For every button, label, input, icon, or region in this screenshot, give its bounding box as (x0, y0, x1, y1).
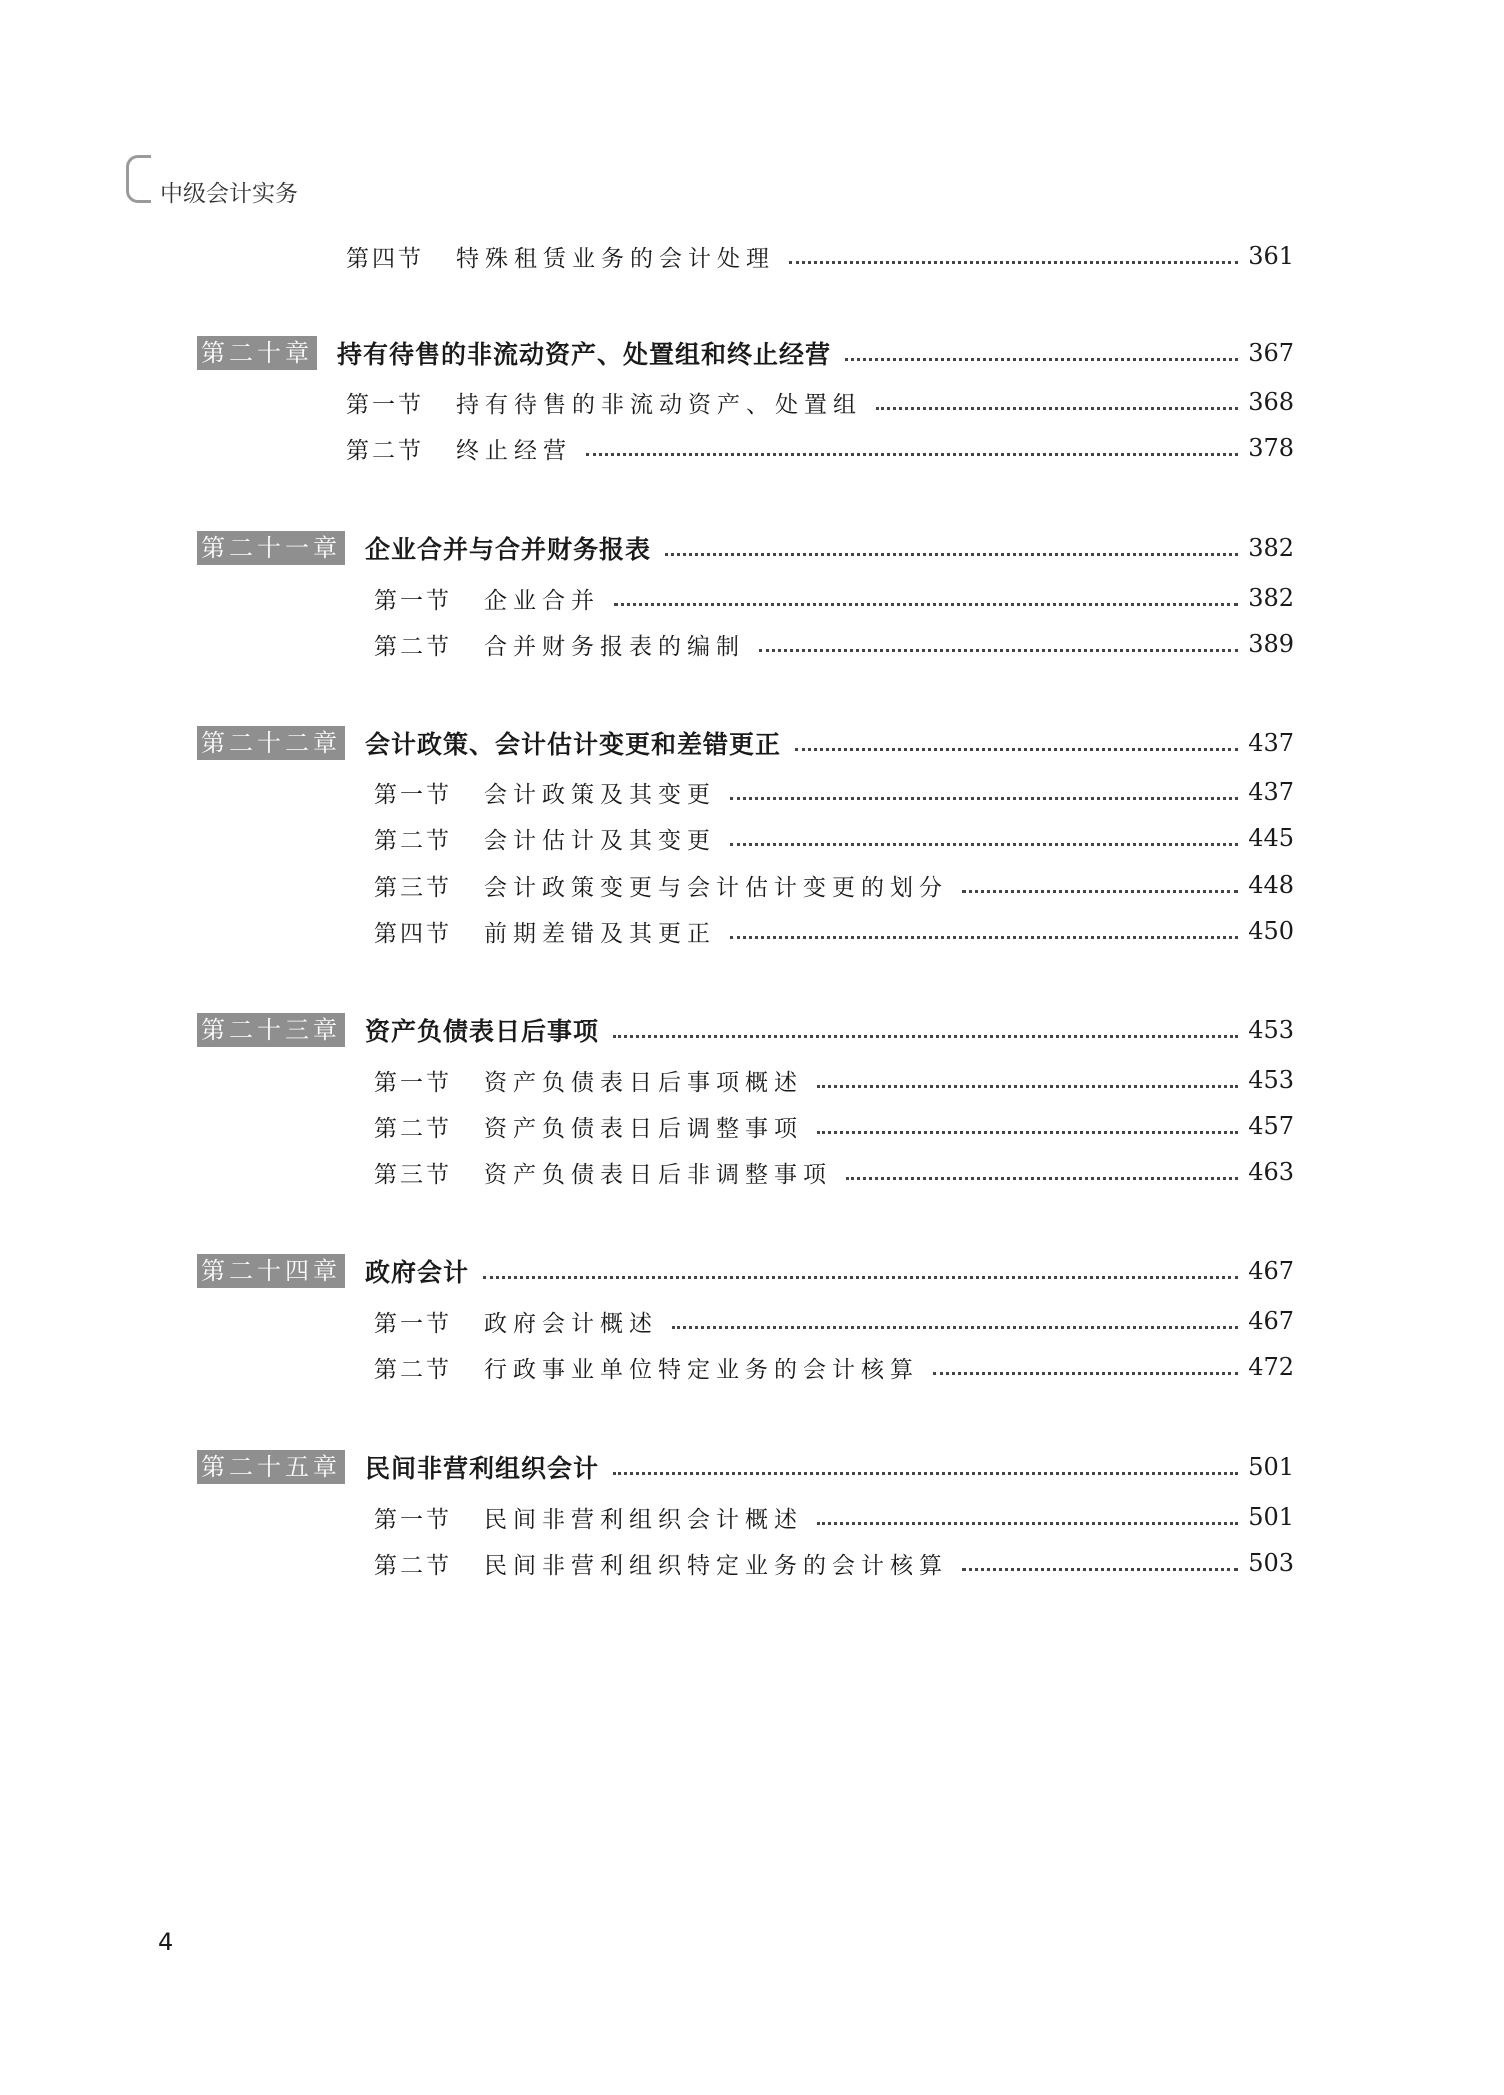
dot-leader (665, 553, 1238, 556)
dot-leader (613, 1035, 1238, 1038)
page-ref: 361 (1248, 242, 1294, 270)
toc-chapter-row (197, 333, 1294, 373)
dot-leader (817, 1085, 1238, 1088)
section-title: 会计政策变更与会计估计变更的划分 (484, 874, 948, 901)
page-ref: 453 (1248, 1066, 1294, 1094)
section-title: 行政事业单位特定业务的会计核算 (484, 1356, 919, 1383)
page-ref: 448 (1248, 871, 1294, 899)
page-ref: 368 (1248, 388, 1294, 416)
section-label: 第一节 (374, 1506, 452, 1533)
dot-leader (613, 1472, 1238, 1475)
section-title: 资产负债表日后非调整事项 (484, 1161, 832, 1188)
chapter-badge: 第二十一章 (197, 531, 345, 565)
dot-leader (817, 1131, 1238, 1134)
section-label: 第二节 (346, 437, 424, 464)
section-label: 第三节 (374, 1161, 452, 1188)
section-label: 第四节 (374, 920, 452, 947)
toc-section-row (346, 428, 1294, 468)
dot-leader (759, 649, 1238, 652)
page-ref: 378 (1248, 434, 1294, 462)
toc-section-row (374, 1301, 1294, 1341)
dot-leader (730, 843, 1238, 846)
toc-chapter-row (197, 1010, 1294, 1050)
page-ref: 472 (1248, 1353, 1294, 1381)
page-ref: 382 (1248, 584, 1294, 612)
toc-chapter-row (197, 1447, 1294, 1487)
dot-leader (789, 261, 1238, 264)
dot-leader (846, 1177, 1238, 1180)
chapter-badge: 第二十章 (197, 336, 317, 370)
chapter-badge: 第二十四章 (197, 1254, 345, 1288)
section-label: 第一节 (374, 1310, 452, 1337)
section-title: 资产负债表日后事项概述 (484, 1069, 803, 1096)
section-label: 第二节 (374, 1356, 452, 1383)
page-ref: 467 (1248, 1257, 1294, 1285)
dot-leader (962, 1568, 1238, 1571)
page-ref: 463 (1248, 1158, 1294, 1186)
section-label: 第一节 (374, 1069, 452, 1096)
page-ref: 367 (1248, 339, 1294, 367)
toc-section-row (374, 1060, 1294, 1100)
section-label: 第一节 (374, 587, 452, 614)
chapter-title: 资产负债表日后事项 (365, 1017, 600, 1046)
section-title: 前期差错及其更正 (484, 920, 716, 947)
page-ref: 382 (1248, 534, 1294, 562)
section-title: 会计估计及其变更 (484, 827, 716, 854)
dot-leader (933, 1372, 1238, 1375)
dot-leader (876, 407, 1238, 410)
toc-chapter-row (197, 1251, 1294, 1291)
section-label: 第二节 (374, 827, 452, 854)
dot-leader (962, 890, 1238, 893)
chapter-badge: 第二十五章 (197, 1450, 345, 1484)
section-title: 企业合并 (484, 587, 600, 614)
toc-section-row (374, 1106, 1294, 1146)
dot-leader (730, 936, 1238, 939)
dot-leader (817, 1522, 1238, 1525)
dot-leader (795, 748, 1238, 751)
section-label: 第二节 (374, 1552, 452, 1579)
chapter-title: 会计政策、会计估计变更和差错更正 (365, 730, 782, 759)
section-title: 民间非营利组织特定业务的会计核算 (484, 1552, 948, 1579)
page-ref: 453 (1248, 1016, 1294, 1044)
section-title: 资产负债表日后调整事项 (484, 1115, 803, 1142)
toc-section-row (346, 236, 1294, 276)
page-ref: 501 (1248, 1503, 1294, 1531)
section-label: 第三节 (374, 874, 452, 901)
chapter-title: 持有待售的非流动资产、处置组和终止经营 (337, 340, 832, 369)
section-title: 特殊租赁业务的会计处理 (456, 245, 775, 272)
section-title: 终止经营 (456, 437, 572, 464)
dot-leader (730, 797, 1238, 800)
toc-section-row (374, 1152, 1294, 1192)
dot-leader (672, 1326, 1238, 1329)
page-ref: 437 (1248, 729, 1294, 757)
page-ref: 450 (1248, 917, 1294, 945)
page-ref: 445 (1248, 824, 1294, 852)
toc-section-row (374, 772, 1294, 812)
chapter-title: 企业合并与合并财务报表 (365, 535, 652, 564)
chapter-badge: 第二十二章 (197, 726, 345, 760)
section-title: 民间非营利组织会计概述 (484, 1506, 803, 1533)
section-label: 第二节 (374, 1115, 452, 1142)
toc-section-row (346, 382, 1294, 422)
page-ref: 501 (1248, 1453, 1294, 1481)
header-bracket-decoration (126, 155, 151, 203)
book-title: 中级会计实务 (160, 181, 298, 207)
section-label: 第一节 (374, 781, 452, 808)
toc-section-row (374, 865, 1294, 905)
dot-leader (614, 603, 1238, 606)
chapter-title: 民间非营利组织会计 (365, 1454, 600, 1483)
toc-section-row (374, 1497, 1294, 1537)
section-title: 持有待售的非流动资产、处置组 (456, 391, 862, 418)
toc-chapter-row (197, 528, 1294, 568)
page-number: 4 (158, 1928, 174, 1956)
section-title: 合并财务报表的编制 (484, 633, 745, 660)
page-ref: 437 (1248, 778, 1294, 806)
chapter-badge: 第二十三章 (197, 1013, 345, 1047)
section-title: 政府会计概述 (484, 1310, 658, 1337)
toc-section-row (374, 578, 1294, 618)
dot-leader (845, 358, 1238, 361)
section-label: 第四节 (346, 245, 424, 272)
section-label: 第一节 (346, 391, 424, 418)
dot-leader (483, 1276, 1238, 1279)
page-ref: 467 (1248, 1307, 1294, 1335)
toc-section-row (374, 818, 1294, 858)
toc-section-row (374, 1347, 1294, 1387)
running-header (126, 155, 346, 205)
toc-section-row (374, 911, 1294, 951)
toc-section-row (374, 1543, 1294, 1583)
toc-section-row (374, 624, 1294, 664)
section-title: 会计政策及其变更 (484, 781, 716, 808)
page-ref: 457 (1248, 1112, 1294, 1140)
section-label: 第二节 (374, 633, 452, 660)
page-ref: 389 (1248, 630, 1294, 658)
page-ref: 503 (1248, 1549, 1294, 1577)
dot-leader (586, 453, 1238, 456)
chapter-title: 政府会计 (365, 1258, 470, 1287)
toc-chapter-row (197, 723, 1294, 763)
